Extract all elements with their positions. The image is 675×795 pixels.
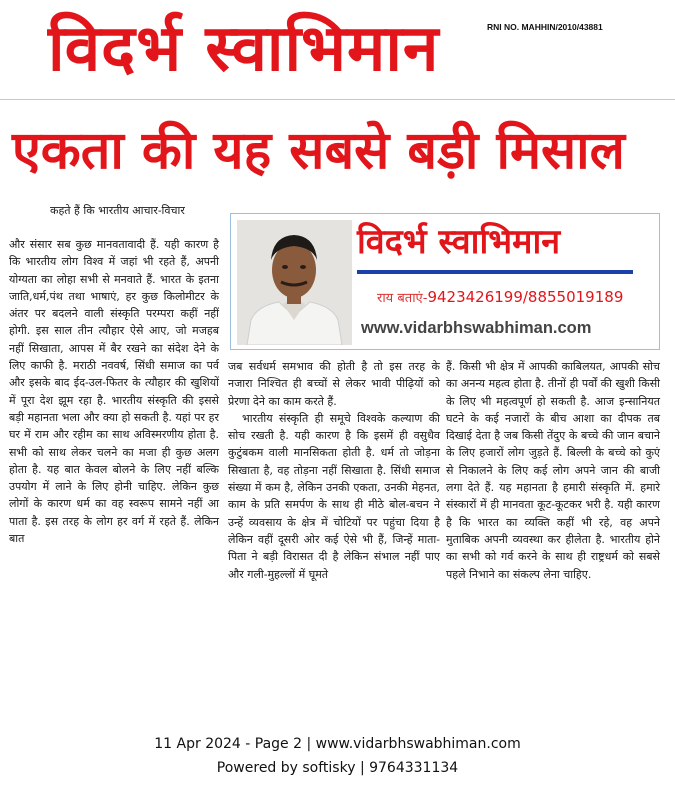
article-column-1-intro [36, 202, 219, 236]
article-paragraph: भारतीय संस्कृति ही समूचे विश्वके कल्याण की सोच रखती है. यही कारण है कि इसमें ही वसुधैव कुटुंबकम वाली मानसिकता होती है. धर्म तो जोड़ना सिखाता है, वह तोड़ना नहीं सिखाता है. सिंधी समाज संख्या में कम है, लेकिन उनकी एकता, उनकी मेहनत, काम के प्रति समर्पण के साथ ही मीठे बोल-बचन ने उन्हें व्यवसाय के क्षेत्र में चोटियों पर पहुंचा दिया है लेकिन वहीं दूसरी ओर कई ऐसे भी हैं, जिन्हें माता-पिता ने बड़ी विरासत दी है लेकिन संभाल नहीं पाए और गली-मुहल्लों में घूमते [228, 411, 440, 581]
article-paragraph: और संसार सब कुछ मानवतावादी हैं. यही कारण है कि भारतीय लोग विश्व में जहां भी रहते हैं, अपनी योग्यता का लोहा सभी से मनवाते हैं. भारत के इतना जाति,धर्म,पंथ तथा भाषाएं, हर कुछ किलोमीटर के अंतर पर बदलने वाली संस्कृति परम्परा कहीं नहीं होगी. इस साल तीन त्यौहार ऐसे आए, जो मजहब नहीं सिखाता, आपस में बैर रखने का संदेश देने के लिए काफी है. मराठी नववर्ष, सिंधी समाज का पर्व और इसके बाद ईद-उल-फितर के त्यौहार की खुशियों में पूरा देश झूम रहा है. भारतीय संस्कृति की इससे बड़ी महानता भला और क्या हो सकती है. यहां पर हर घर में राम और रहीम का साथ अविस्मरणीय होता है. सभी को साथ लेकर चलने का मजा ही कुछ अलग होता है. यह बात केवल बोलने के लिए नहीं बल्कि उपयोग में लाने के लिए होनी चाहिए. लेकिन कुछ लोगों के कारण धर्म का वह स्वरूप सामने नहीं आ पाता है. इस तरह के लोग हर वर्ग में रहते हैं. लेकिन बात [9, 238, 219, 546]
promo-box [230, 213, 660, 350]
masthead-title: विदर्भ स्वाभिमान [48, 12, 440, 86]
article-headline: एकता की यह सबसे बड़ी मिसाल [12, 121, 625, 181]
rni-number: RNI NO. MAHHIN/2010/43881 [487, 22, 603, 32]
masthead-divider [0, 99, 675, 100]
promo-website[interactable]: www.vidarbhswabhiman.com [361, 319, 592, 337]
article-paragraph: हैं. किसी भी क्षेत्र में आपकी काबिलयत, आपकी सोच का अनन्य महत्व होता है. तीनों ही पर्वों की खुशी किसी के लिए भी महत्वपूर्ण हो सकती है. आज इन्सानियत घटने के कई नजारों के बीच आशा का दीपक तब दिखाई देता है जब किसी तेंदुए के बच्चे की जान बचाने के लिए हजारों लोग जुड़ते हैं. बिल्ली के बच्चे को कुएं से निकालने के लिए कई लोग अपने जान की बाजी लगा देते हैं. यह महानता है हमारी संस्कृति में. हमारे संस्कारों में ही मानवता कूट-कूटकर भरी है. यही कारण है कि भारत का व्यक्ति कहीं भी रहे, वह अपने मुताबिक अपनी व्यवस्था कर हीलेता है. भारतीय होने का सभी को गर्व करने के साथ ही राष्ट्रधर्म को सबसे पहले निभाने का संकल्प लेना चाहिए. [446, 360, 660, 581]
article-paragraph: जब सर्वधर्म समभाव की होती है तो इस तरह के नजारा निश्चित ही बच्चों से लेकर भावी पीढ़ियों को प्रेरणा देने का काम करते हैं. [228, 360, 440, 408]
phone-numbers: 9423426199/8855019189 [427, 288, 624, 306]
promo-title: विदर्भ स्वाभिमान [357, 222, 561, 262]
page-footer-date: 11 Apr 2024 - Page 2 | www.vidarbhswabhiman.com [154, 736, 521, 752]
article-paragraph: कहते हैं कि भारतीय आचार-विचार [50, 204, 185, 217]
feedback-label: राय बताएं- [377, 291, 428, 306]
article-column-2 [228, 358, 440, 718]
author-photo [237, 220, 352, 345]
person-photo-icon [237, 220, 352, 345]
article-column-1 [9, 236, 219, 712]
article-column-3 [446, 358, 660, 718]
page-footer-credit: Powered by softisky | 9764331134 [216, 760, 459, 776]
promo-contact [377, 286, 657, 308]
promo-divider [357, 270, 633, 274]
